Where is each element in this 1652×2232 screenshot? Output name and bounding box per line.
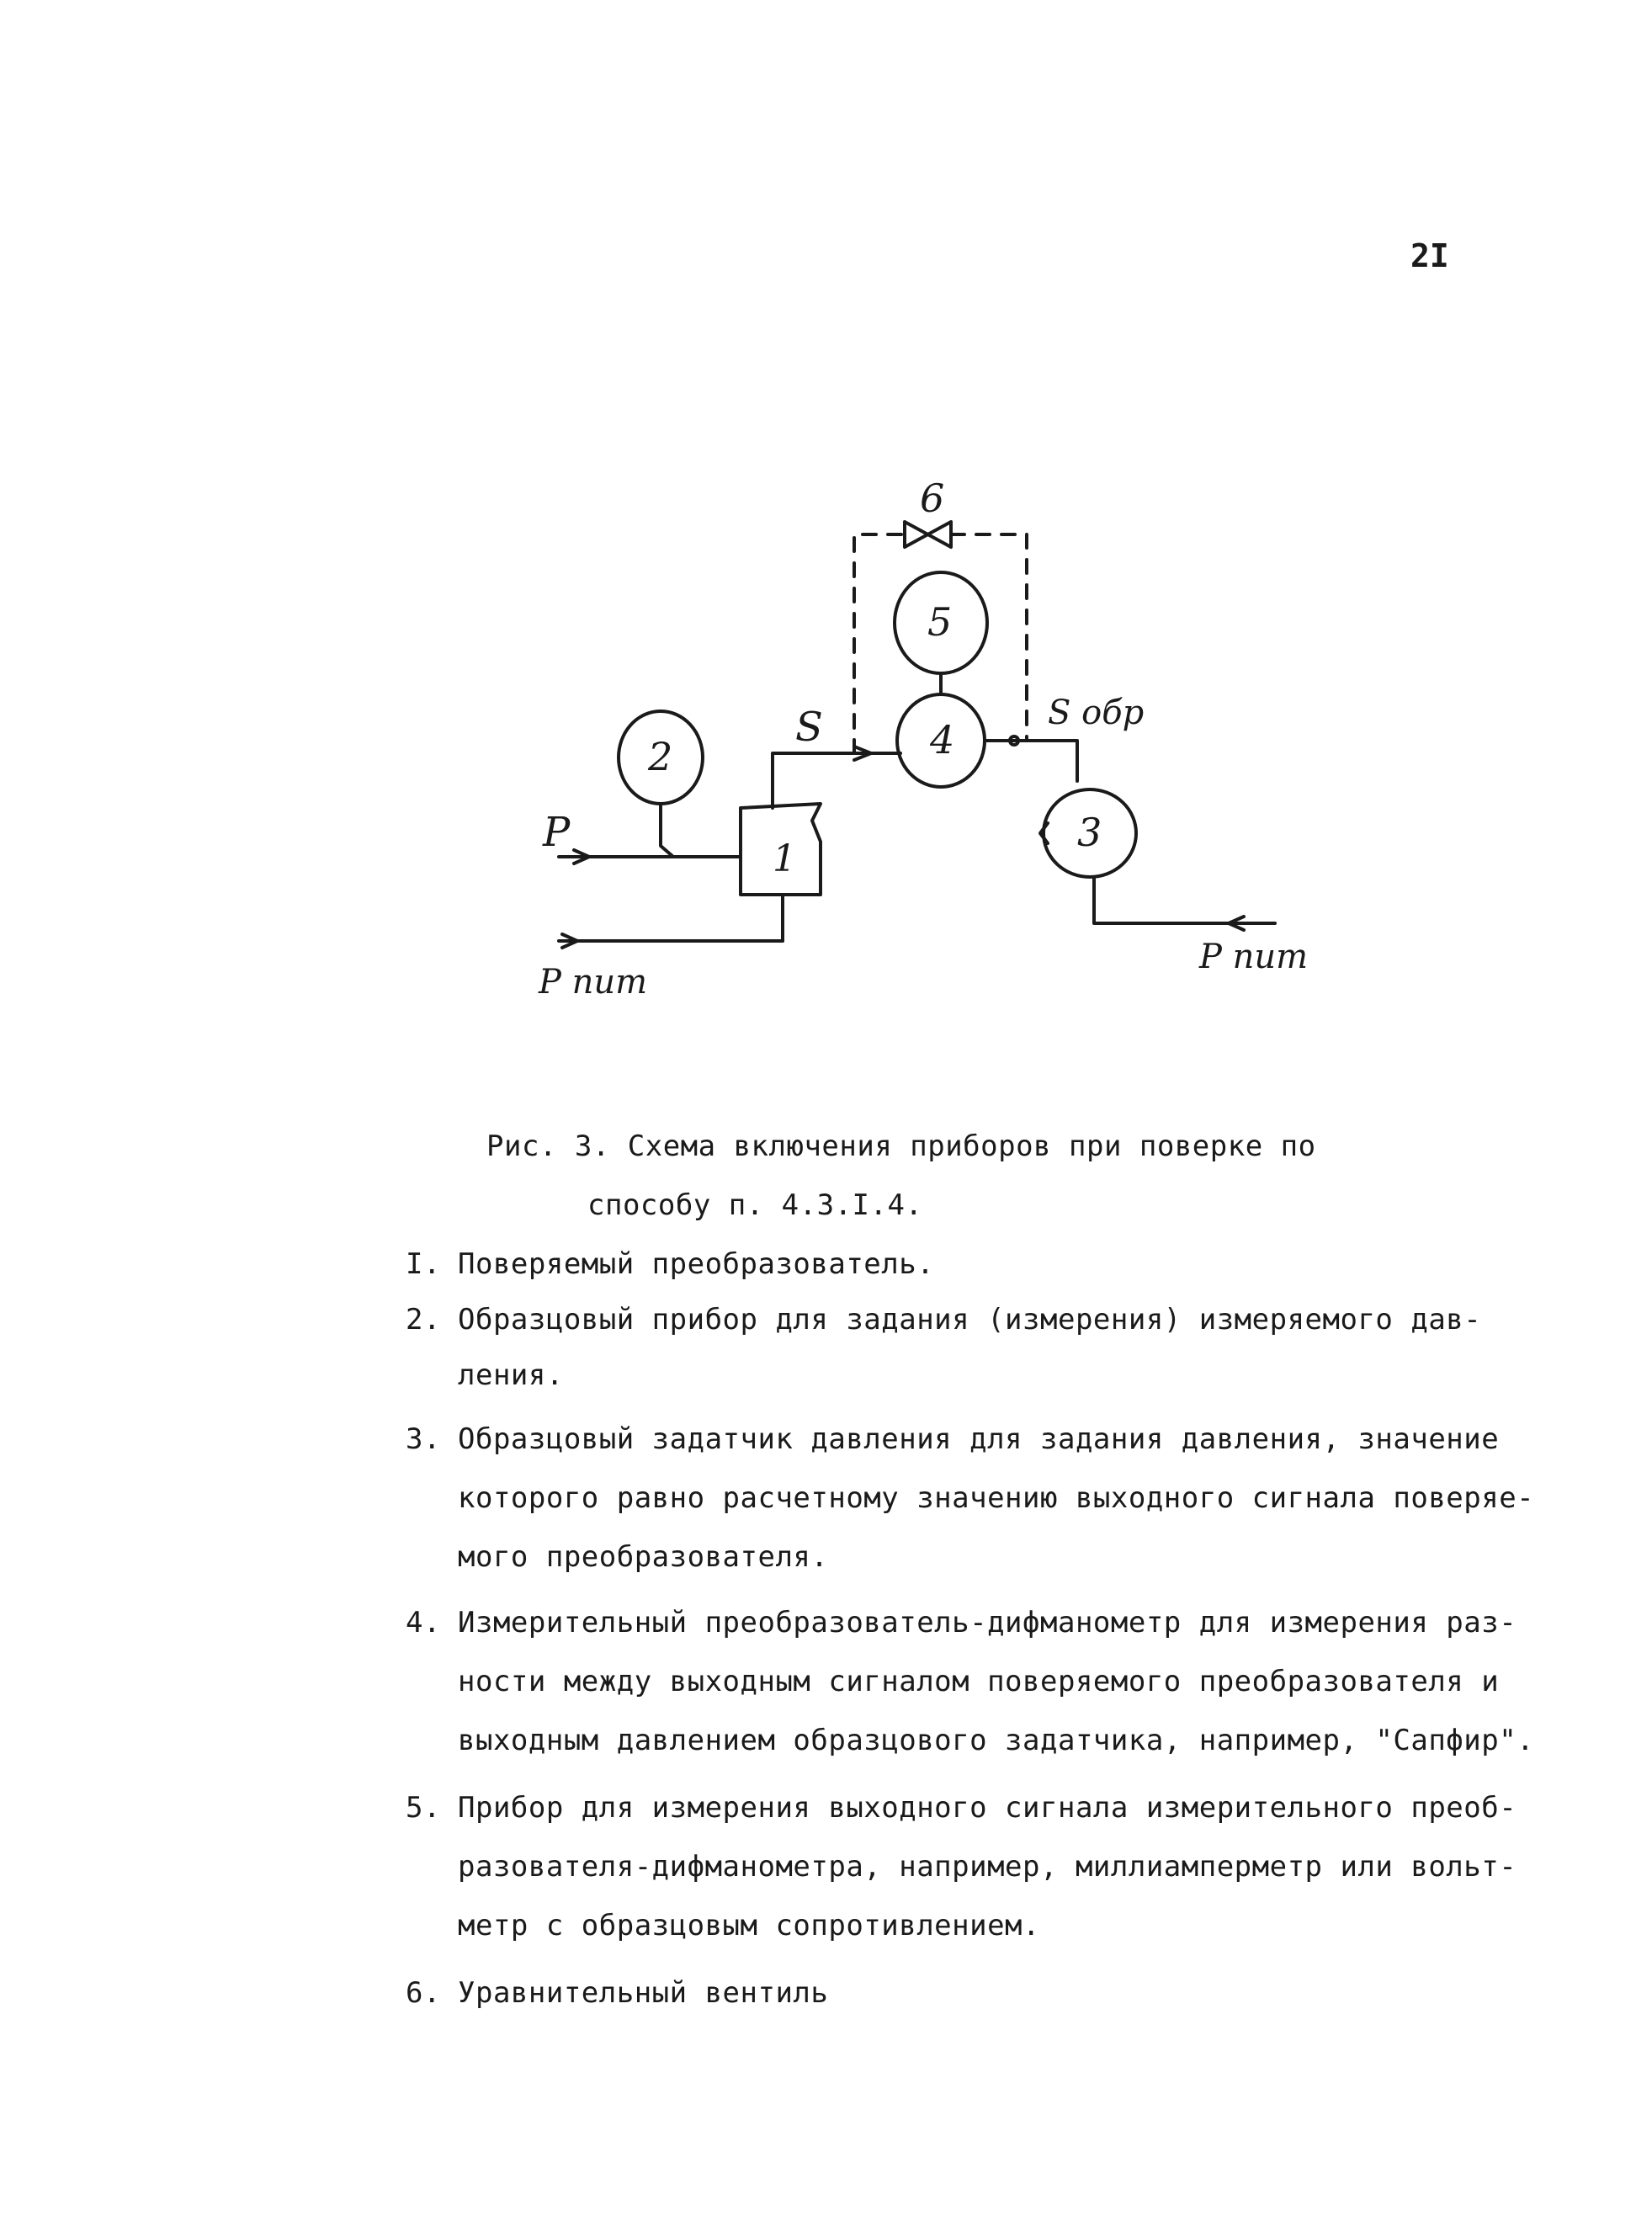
legend-text-line: ности между выходным сигналом поверяемого преобразователя и [458,1665,1500,1698]
label-p-pit-right: P пит [1199,938,1309,976]
output-line-s [773,753,900,808]
legend-text-line: мого преобразователя. [458,1540,829,1574]
label-device-1: 1 [773,837,796,880]
legend-number: 4. [406,1606,441,1639]
legend-number: 5. [406,1791,441,1825]
page-number: 2I [1410,237,1449,274]
legend-text-line: Измерительный преобразователь-дифманометр для измерения раз- [458,1606,1517,1639]
valve-6-symbol [905,522,951,547]
legend-number: I. [406,1247,441,1281]
label-s: S [795,704,823,751]
supply-line-right [1094,877,1275,923]
label-s-obr: S обр [1048,694,1145,732]
figure-caption-line-1: Рис. 3. Схема включения приборов при поверке по [486,1129,1316,1163]
legend-text-line: метр с образцовым сопротивлением. [458,1909,1041,1942]
legend-text-line: Образцовый задатчик давления для задания давления, значение [458,1422,1500,1456]
legend-text-line: Образцовый прибор для задания (измерения) измеряемого дав- [458,1303,1482,1337]
legend-number: 2. [406,1303,441,1337]
legend-text-line: Уравнительный вентиль [458,1976,829,2010]
legend-text-line: Поверяемый преобразователь. [458,1247,935,1281]
legend-text-line: Прибор для измерения выходного сигнала измерительного преоб- [458,1791,1517,1825]
label-device-4: 4 [930,717,955,763]
legend-text-line: разователя-дифманометра, например, миллиамперметр или вольт- [458,1850,1517,1884]
label-valve-6: 6 [920,476,945,521]
legend-number: 3. [406,1422,441,1456]
gauge-2-stem [661,804,673,857]
label-device-3: 3 [1077,810,1102,855]
legend-text-line: выходным давлением образцового задатчика, например, "Сапфир". [458,1724,1535,1757]
label-p: P [543,809,571,856]
legend-text-line: которого равно расчетному значению выходного сигнала поверяе- [458,1481,1535,1515]
label-device-2: 2 [648,734,673,779]
legend-number: 6. [406,1976,441,2010]
legend-text-line: ления. [458,1358,564,1392]
label-device-5: 5 [927,599,953,645]
bypass-right [951,534,1027,741]
figure-caption-line-2: способу п. 4.3.I.4. [587,1188,923,1222]
label-p-pit-left: P пит [539,963,648,1002]
reference-line [985,741,1077,781]
